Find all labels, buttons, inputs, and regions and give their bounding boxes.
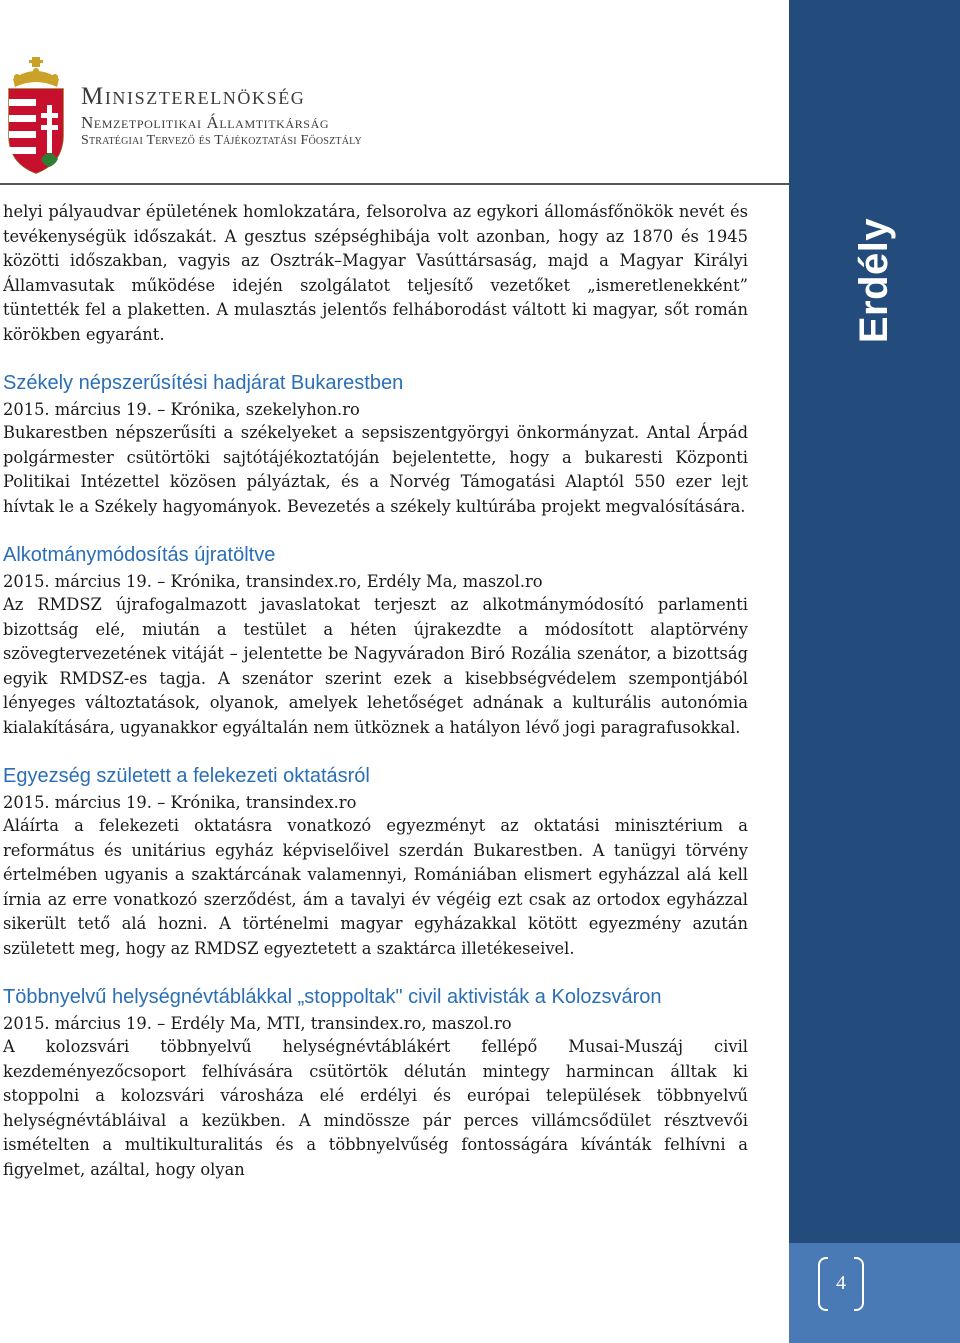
section-label-text: Erdély: [852, 217, 897, 343]
article-body: Bukarestben népszerűsíti a székelyeket a sepsiszentgyörgyi önkormányzat. Antal Árpád polgármester csütörtöki sajtótájékoztatóján bejelentette, hogy a bukaresti Központi Politikai Intézettel közösen pályáztak, és a Norvég Támogatási Alaptól 550 ezer lejt hívtak le a Székely hagyományok. Bevezetés a székely kultúrába projekt megvalósítására.: [3, 423, 748, 516]
org-subtitle: Nemzetpolitikai Államtitkárság: [81, 113, 330, 132]
page-number: [818, 1257, 864, 1309]
article: [3, 541, 748, 740]
article-body: A kolozsvári többnyelvű helységnévtáblákért fellépő Musai-Muszáj civil kezdeményezőcsoport felhívására csütörtök délután mintegy harmincan álltak ki stoppolni a kolozsvári városháza elé erdélyi és európai települések többnyelvű helységnévtábláival a kezükben. A mindössze pár perces villámcsődület résztvevői ismételten a multikulturalitás és a többnyelvűség fontosságára kívánták felhívni a figyelmet, azáltal, hogy olyan: [3, 1037, 748, 1179]
article-title: Többnyelvű helységnévtáblákkal „stoppoltak" civil aktivisták a Kolozsváron: [3, 986, 662, 1008]
coat-of-arms-icon: [5, 55, 67, 175]
bracket-right-icon: [854, 1257, 864, 1311]
article-body: Az RMDSZ újrafogalmazott javaslatokat terjeszt az alkotmánymódosító parlamenti bizottság elé, miután a testület a héten újrakezdte a módosított alaptörvény szövegtervezetének vitáját – jelentette be Nagyváradon Biró Rozália szenátor, a bizottság egyik RMDSZ-es tagja. A szenátor szerint ezek a kisebbségvédelem szempontjából lényeges változtatások, olyanok, amelyek lehetőséget adnának a kulturális autonómia kialakítására, ugyanakkor egyáltalán nem ütköznek a hatályon lévő jogi paragrafusokkal.: [3, 595, 748, 737]
article-title: Egyezség született a felekezeti oktatásról: [3, 765, 370, 787]
article: [3, 762, 748, 961]
article: [3, 369, 748, 519]
article-body: Aláírta a felekezeti oktatásra vonatkozó egyezményt az oktatási minisztérium a református és unitárius egyház képviselőivel szerdán Bukarestben. A tanügyi törvény értelmében ugyanis a szaktárcának valamennyi, Romániában elismert egyházzal alá kell írnia az erre vonatkozó szerződést, ám a tavalyi év végéig ezt csak az ortodox egyházzal sikerült tető alá hozni. A történelmi magyar egyházakkal kötött egyezmény azután született meg, hogy az RMDSZ egyeztetett a szaktárca illetékeseivel.: [3, 816, 748, 958]
header-divider: [0, 183, 789, 185]
article: [3, 983, 748, 1182]
article-meta: 2015. március 19. – Krónika, transindex.ro: [3, 793, 357, 812]
article-meta: 2015. március 19. – Krónika, transindex.ro, Erdély Ma, maszol.ro: [3, 572, 543, 591]
org-department: Stratégiai Tervező és Tájékoztatási Főosztály: [81, 133, 362, 148]
article-title: Székely népszerűsítési hadjárat Bukarestben: [3, 372, 404, 394]
article-title: Alkotmánymódosítás újratöltve: [3, 544, 276, 566]
article-meta: 2015. március 19. – Erdély Ma, MTI, transindex.ro, maszol.ro: [3, 1014, 512, 1033]
bracket-left-icon: [818, 1257, 828, 1311]
article-meta: 2015. március 19. – Krónika, szekelyhon.ro: [3, 400, 360, 419]
page-header: [5, 55, 395, 180]
sidebar-band: [789, 0, 960, 1343]
org-name: Miniszterelnökség: [81, 83, 306, 110]
section-label: [800, 205, 950, 355]
sidebar-footer-band: [789, 1243, 960, 1343]
page-number-text: 4: [836, 1271, 846, 1294]
intro-paragraph: helyi pályaudvar épületének homlokzatára, felsorolva az egykori állomásfőnökök nevét és tevékenységük időszakát. A gesztus szépséghibája volt azonban, hogy az 1870 és 1945 közötti időszakban, vagyis az Osztrák–Magyar Vasúttársaság, majd a Magyar Királyi Államvasutak működése idején szolgálatot teljesítő vezetőket „ismeretlenekként” tüntették fel a plaketten. A mulasztás jelentős felháborodást váltott ki magyar, sőt román körökben egyaránt.: [3, 202, 748, 344]
main-content: [3, 200, 748, 1182]
